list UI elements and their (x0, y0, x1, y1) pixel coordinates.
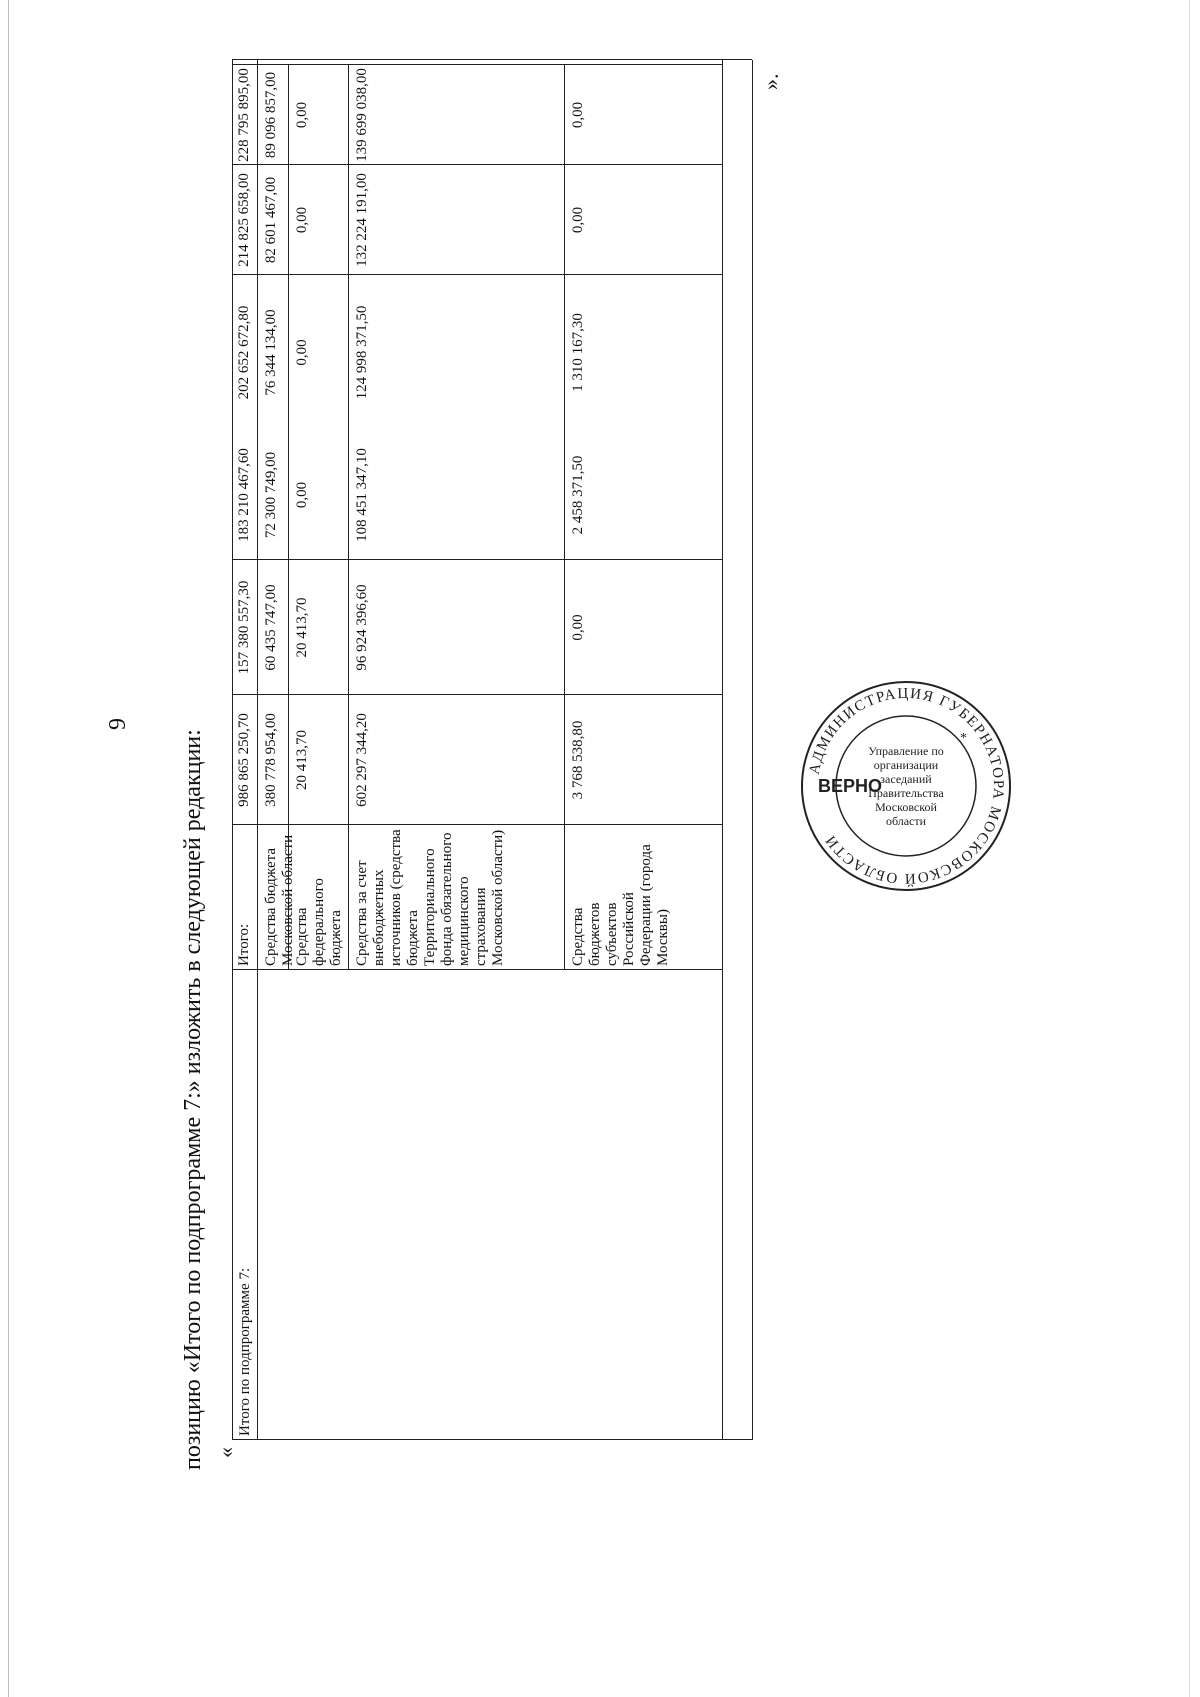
scan-edge-left (8, 0, 9, 1697)
cell-value: 0,00 (294, 101, 310, 129)
table-inner-line (257, 60, 258, 1440)
table-border-right (232, 59, 752, 60)
cell-value: 139 699 038,00 (354, 68, 370, 162)
row-label: Средства за счет внебюджетных источников (средства бюджета Территориального фонда обязательного медицинского страхования Московской области) (354, 829, 506, 966)
cell-value: 20 413,70 (294, 597, 310, 658)
scan-edge-right (1189, 0, 1190, 1697)
cell-value: 157 380 557,30 (236, 580, 252, 675)
cell-value: 76 344 134,00 (263, 309, 279, 396)
quote-open: « (213, 1447, 238, 1458)
table-col-line (232, 969, 722, 970)
cell-value: 2 458 371,50 (570, 455, 586, 535)
table-row-line (348, 65, 349, 970)
table-row-line (722, 65, 723, 970)
cell-value: 89 096 857,00 (263, 71, 279, 159)
cell-value: 0,00 (570, 101, 586, 129)
table-border-top (232, 60, 233, 1440)
cell-value: 228 795 895,00 (236, 68, 252, 162)
row-label: Средства бюджета Московской области (263, 834, 296, 966)
stamp-graphic (800, 680, 1012, 892)
cell-value: 3 768 538,80 (570, 720, 586, 800)
row-label: Итого: (236, 923, 252, 966)
stamp-inner-text: Управление по организации заседаний Правительства Московской области (868, 744, 944, 828)
official-stamp (800, 680, 1012, 892)
cell-value: 202 652 672,80 (236, 305, 252, 400)
cell-value: 96 924 396,60 (354, 584, 370, 671)
cell-value: 72 300 749,00 (263, 451, 279, 539)
row-header: Итого по подпрограмме 7: (237, 1267, 253, 1436)
row-label: Средства федерального бюджета (294, 878, 344, 966)
cell-value: 380 778 954,00 (263, 713, 279, 807)
cell-value: 0,00 (570, 206, 586, 234)
table-border-left (232, 1439, 752, 1440)
cell-value: 0,00 (570, 614, 586, 641)
page-number: 9 (105, 718, 131, 730)
cell-value: 20 413,70 (294, 730, 310, 790)
cell-value: 183 210 467,60 (236, 448, 252, 542)
table-row-line (564, 65, 565, 970)
quote-close: ». (758, 73, 783, 90)
cell-value: 986 865 250,70 (236, 713, 252, 807)
cell-value: 108 451 347,10 (354, 448, 370, 542)
intro-text: позицию «Итого по подпрограмме 7:» изложить в следующей редакции: (180, 729, 206, 1470)
cell-value: 0,00 (294, 481, 310, 509)
cell-value: 124 998 371,50 (354, 305, 370, 400)
cell-value: 0,00 (294, 339, 310, 366)
budget-table (232, 60, 752, 1440)
cell-value: 1 310 167,30 (570, 313, 586, 392)
cell-value: 214 825 658,00 (236, 173, 252, 267)
table-border-bottom (752, 60, 753, 1440)
cell-value: 602 297 344,20 (354, 713, 370, 807)
rotated-page (30, 68, 1170, 1680)
cell-value: 0,00 (294, 206, 310, 234)
stamp-verified: ВЕРНО (818, 776, 883, 796)
cell-value: 60 435 747,00 (263, 584, 279, 671)
stamp-outer-text: АДМИНИСТРАЦИЯ ГУБЕРНАТОРА МОСКОВСКОЙ ОБЛАСТИ (806, 685, 1007, 887)
row-label: Средства бюджетов субъектов Российской Федерации (города Москвы) (570, 844, 671, 966)
cell-value: 132 224 191,00 (354, 173, 370, 267)
stamp-star: * (960, 731, 967, 746)
cell-value: 82 601 467,00 (263, 176, 279, 264)
